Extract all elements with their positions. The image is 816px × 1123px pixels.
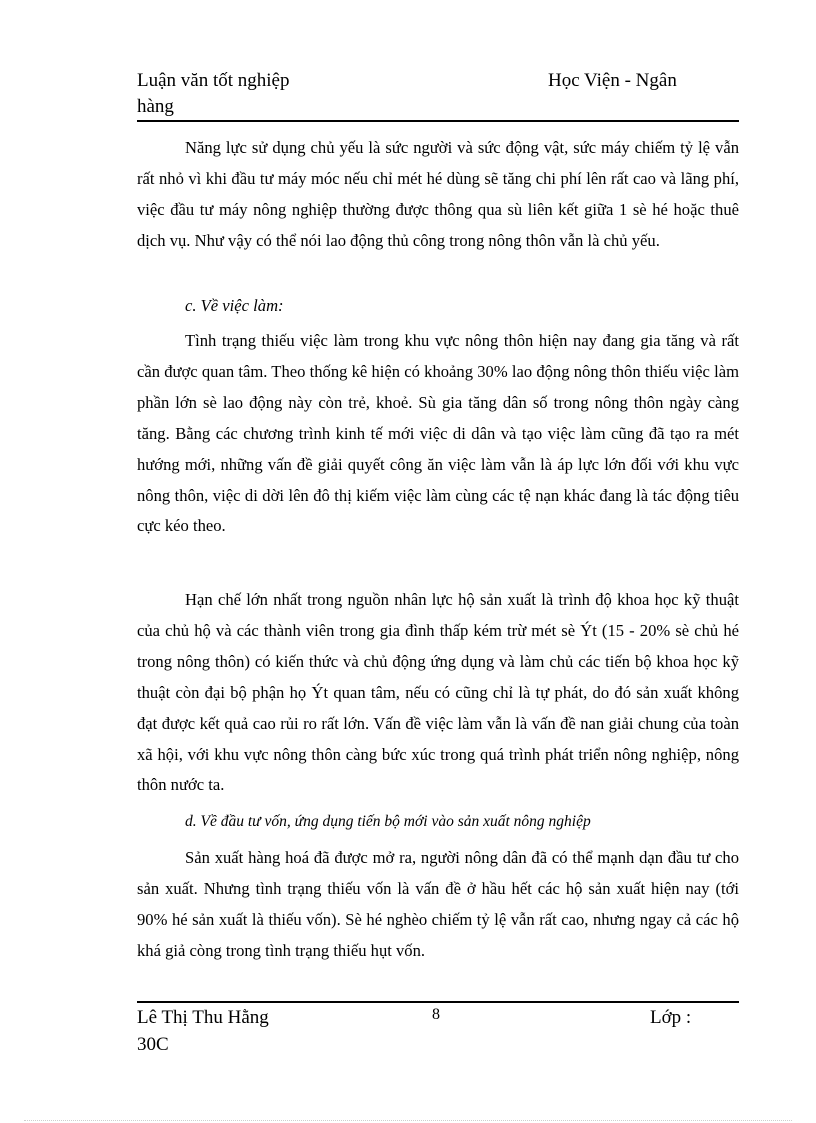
section-heading-c: c. Về việc làm: [185, 296, 284, 315]
footer-author-continued: 30C [137, 1034, 169, 1055]
header-rule [137, 120, 739, 122]
header-title: Luận văn tốt nghiệp [137, 70, 290, 91]
header-title-continued: hàng [137, 96, 174, 117]
paragraph-4: Sản xuất hàng hoá đã được mở ra, người nông dân đã có thể mạnh dạn đầu tư cho sản xuất. Nhưng tình trạng thiếu vốn là vấn đề ở hầu hết các hộ sản xuất hiện nay (tới 90% hé sản xuất là thiếu vốn). Sè hé nghèo chiếm tỷ lệ vẫn rất cao, nhưng ngay cả các hộ khá giả còng trong tình trạng thiếu hụt vốn. [137, 848, 739, 960]
page-number: 8 [432, 1006, 440, 1023]
section-heading-d: d. Về đầu tư vốn, ứng dụng tiến bộ mới vào sản xuất nông nghiệp [185, 813, 591, 830]
page-edge-divider [24, 1120, 792, 1121]
paragraph-1: Năng lực sử dụng chủ yếu là sức người và sức động vật, sức máy chiếm tỷ lệ vẫn rất nhỏ vì khi đầu tư máy móc nếu chỉ mét hé dùng sẽ tăng chi phí lên rất cao và lãng phí, việc đầu tư máy nông nghiệp thường được thông qua sù liên kết giữa 1 sè hé hoặc thuê dịch vụ. Như vậy có thể nói lao động thủ công trong nông thôn vẫn là chủ yếu. [137, 138, 739, 250]
footer-class-label: Lớp : [650, 1007, 692, 1028]
paragraph-2: Tình trạng thiếu việc làm trong khu vực nông thôn hiện nay đang gia tăng và rất cần được quan tâm. Theo thống kê hiện có khoảng 30% lao động nông thôn thiếu việc làm phần lớn sè lao động này còn trẻ, khoẻ. Sù gia tăng dân số trong nông thôn ngày càng tăng. Bằng các chương trình kinh tế mới việc di dân và tạo việc làm cũng đã tạo ra mét hướng mới, những vấn đề giải quyết công ăn việc làm vẫn là áp lực lớn đối với khu vực nông thôn, việc di dời lên đô thị kiếm việc làm cùng các tệ nạn khác đang là tác động tiêu cực kéo theo. [137, 331, 739, 536]
paragraph-3: Hạn chế lớn nhất trong nguồn nhân lực hộ sản xuất là trình độ khoa học kỹ thuật của chủ hộ và các thành viên trong gia đình thấp kém trừ mét sè Ýt (15 - 20% sè chủ hé trong nông thôn) có kiến thức và chủ động ứng dụng và làm chủ các tiến bộ khoa học kỹ thuật còn đại bộ phận họ Ýt quan tâm, nếu có cũng chỉ là tự phát, do đó sản xuất không đạt được kết quả cao rủi ro rất lớn. Vấn đề việc làm vẫn là vấn đề nan giải chung của toàn xã hội, với khu vực nông thôn càng bức xúc trong quá trình phát triển nông nghiệp, nông thôn nước ta. [137, 590, 739, 795]
footer-author: Lê Thị Thu Hằng [137, 1007, 269, 1028]
header-institution: Học Viện - Ngân [548, 70, 677, 91]
footer-rule [137, 1001, 739, 1003]
